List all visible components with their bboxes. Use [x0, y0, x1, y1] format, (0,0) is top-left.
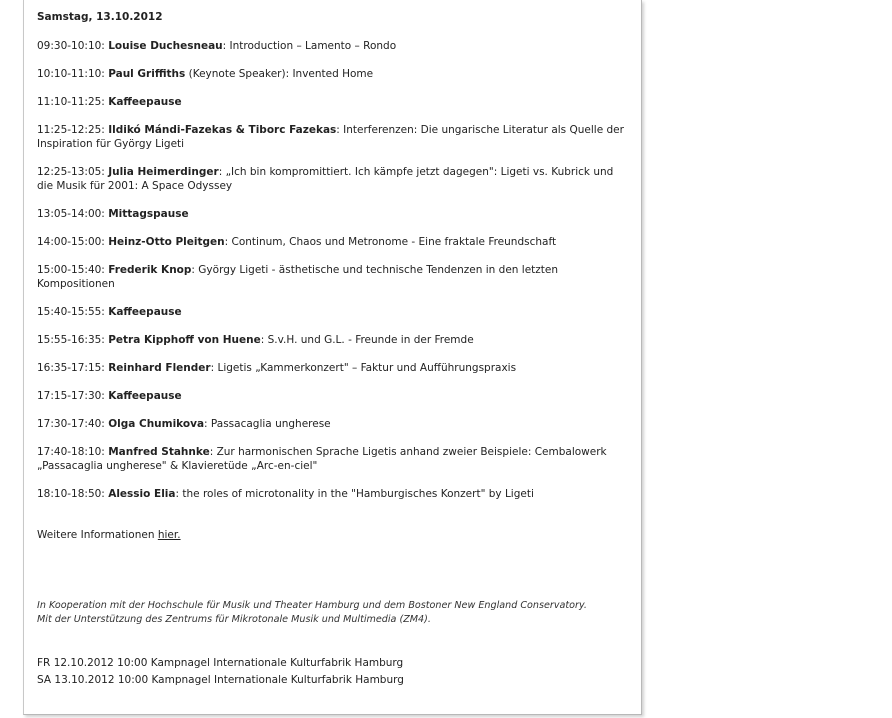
program-title: Interferenzen: Die ungarische Literatur als Quelle der Inspiration für György Ligeti — [37, 124, 624, 150]
program-item — [37, 235, 629, 249]
day-heading: Samstag, 13.10.2012 — [37, 11, 163, 23]
program-time: 14:00-15:00: — [37, 236, 105, 248]
program-title: the roles of microtonality in the "Hamburgisches Konzert" by Ligeti — [179, 488, 534, 500]
program-time: 15:40-15:55: — [37, 306, 105, 318]
program-time: 17:30-17:40: — [37, 418, 105, 430]
program-item — [37, 445, 629, 473]
program-item — [37, 95, 629, 109]
program-separator: : — [191, 264, 195, 276]
program-speaker: Paul Griffiths — [108, 68, 186, 80]
event-time: 10:00 — [117, 674, 149, 686]
program-speaker: Manfred Stahnke — [108, 446, 210, 458]
program-item — [37, 263, 629, 291]
program-title: S.v.H. und G.L. - Freunde in der Fremde — [264, 334, 474, 346]
program-item — [37, 333, 629, 347]
more-info-link[interactable]: hier. — [157, 529, 181, 541]
program-speaker: Julia Heimerdinger — [108, 166, 219, 178]
program-item — [37, 123, 629, 151]
event-day: SA — [37, 674, 52, 686]
program-speaker: Mittagspause — [108, 208, 189, 220]
program-title: Passacaglia ungherese — [207, 418, 331, 430]
program-speaker: Alessio Elia — [108, 488, 176, 500]
program-title: György Ligeti - ästhetische und technische Tendenzen in den letzten Kompositionen — [37, 264, 559, 290]
program-item — [37, 67, 629, 81]
program-separator: : — [210, 362, 215, 374]
program-separator: : — [209, 446, 214, 458]
event-dates — [37, 655, 404, 689]
program-speaker: Olga Chumikova — [108, 418, 205, 430]
program-title: Continum, Chaos und Metronome - Eine fraktale Freundschaft — [228, 236, 557, 248]
program-time: 13:05-14:00: — [37, 208, 105, 220]
program-separator: : — [218, 166, 223, 178]
program-item — [37, 207, 629, 221]
program-time: 11:10-11:25: — [37, 96, 105, 108]
program-speaker: Heinz-Otto Pleitgen — [108, 236, 225, 248]
program-time: 11:25-12:25: — [37, 124, 105, 136]
program-speaker: Kaffeepause — [108, 306, 182, 318]
program-separator: : — [175, 488, 180, 500]
cooperation-line-2: Mit der Unterstützung des Zentrums für Mikrotonale Musik und Multimedia (ZM4). — [37, 614, 431, 625]
program-speaker: Kaffeepause — [108, 390, 182, 402]
event-time: 10:00 — [117, 657, 148, 669]
program-time: 12:25-13:05: — [37, 166, 105, 178]
program-item — [37, 487, 629, 501]
event-date-row — [37, 655, 404, 672]
program-time: 10:10-11:10: — [37, 68, 105, 80]
program-list — [37, 39, 629, 515]
program-title: Ligetis „Kammerkonzert" – Faktur und Aufführungspraxis — [214, 362, 517, 374]
cooperation-note — [37, 599, 587, 627]
program-separator: : — [222, 40, 227, 52]
event-date-row — [37, 672, 404, 689]
program-speaker: Ildikó Mándi-Fazekas & Tiborc Fazekas — [108, 124, 337, 136]
program-time: 15:00-15:40: — [37, 264, 105, 276]
program-item — [37, 39, 629, 53]
program-title: Zur harmonischen Sprache Ligetis anhand zweier Beispiele: Cembalowerk „Passacaglia ungherese" & Klavieretüde „Arc-en-ciel" — [37, 446, 607, 472]
program-time: 17:40-18:10: — [37, 446, 105, 458]
program-title: (Keynote Speaker): Invented Home — [185, 68, 374, 80]
program-separator: : — [204, 418, 208, 430]
program-item — [37, 165, 629, 193]
program-item — [37, 305, 629, 319]
program-time: 15:55-16:35: — [37, 334, 105, 346]
program-item — [37, 361, 629, 375]
program-speaker: Frederik Knop — [108, 264, 192, 276]
program-title: Introduction – Lamento – Rondo — [226, 40, 397, 52]
program-separator: : — [260, 334, 265, 346]
program-separator: : — [336, 124, 340, 136]
event-venue: Kampnagel Internationale Kulturfabrik Hamburg — [150, 657, 404, 669]
more-info-text: Weitere Informationen — [37, 529, 158, 541]
event-date: 13.10.2012 — [54, 674, 115, 686]
program-title: „Ich bin kompromittiert. Ich kämpfe jetzt dagegen": Ligeti vs. Kubrick und die Musik für 2001: A Space Odyssey — [37, 166, 614, 192]
program-speaker: Reinhard Flender — [108, 362, 211, 374]
program-speaker: Kaffeepause — [108, 96, 182, 108]
event-date: 12.10.2012 — [53, 657, 114, 669]
program-time: 09:30-10:10: — [37, 40, 105, 52]
program-speaker: Louise Duchesneau — [108, 40, 223, 52]
program-time: 17:15-17:30: — [37, 390, 105, 402]
cooperation-line-1: In Kooperation mit der Hochschule für Musik und Theater Hamburg und dem Bostoner New England Conservatory. — [37, 600, 587, 611]
program-speaker: Petra Kipphoff von Huene — [108, 334, 261, 346]
program-time: 18:10-18:50: — [37, 488, 105, 500]
program-separator: : — [224, 236, 229, 248]
event-day: FR — [37, 657, 51, 669]
more-info — [37, 529, 181, 541]
program-item — [37, 389, 629, 403]
program-item — [37, 417, 629, 431]
event-venue: Kampnagel Internationale Kulturfabrik Hamburg — [151, 674, 404, 686]
program-time: 16:35-17:15: — [37, 362, 105, 374]
